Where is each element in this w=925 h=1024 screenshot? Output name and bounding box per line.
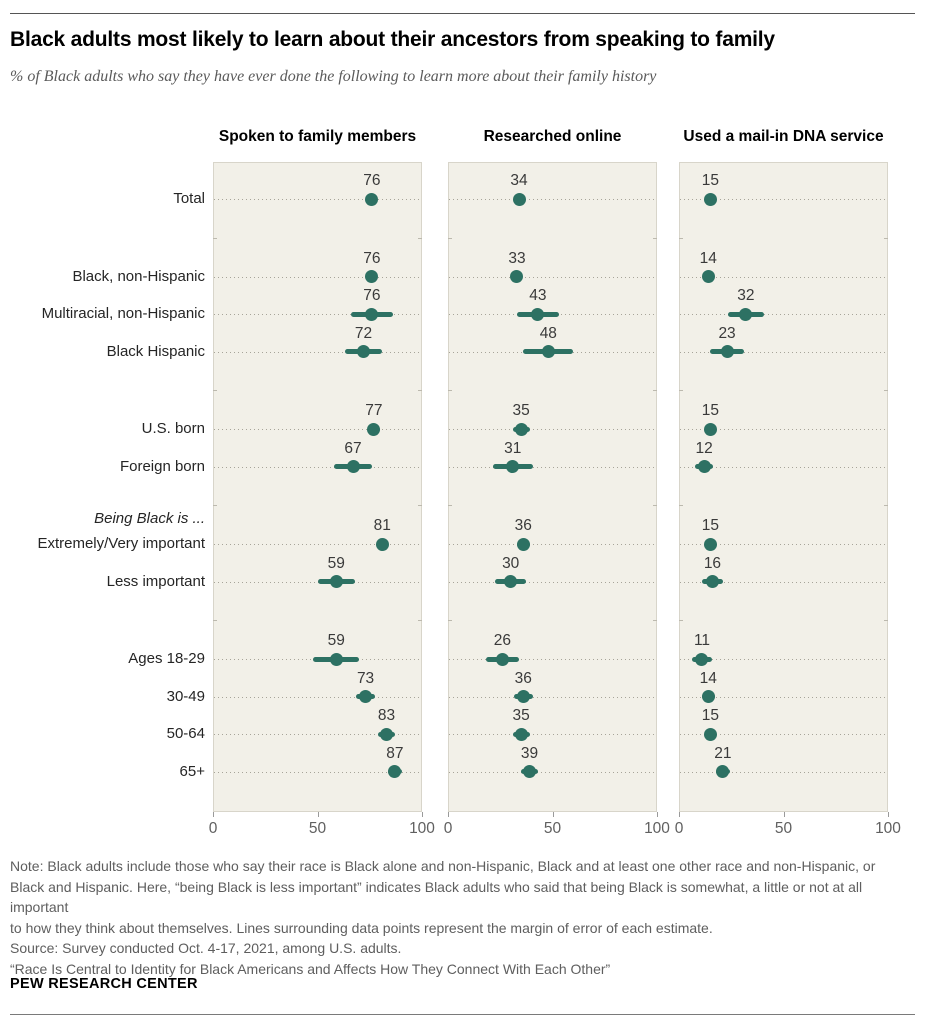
axis-tick-label: 50 [543,820,562,837]
chart-notes [10,856,875,979]
data-value-label: 16 [703,554,722,572]
data-dot [531,308,544,321]
data-value-label: 34 [510,172,528,189]
data-value-label: 35 [512,707,530,724]
data-dot [704,423,717,436]
data-value-label: 31 [504,439,522,457]
data-dot [702,690,715,703]
data-dot [695,653,708,666]
group-gap-tick [448,505,452,506]
data-value-label: 39 [520,744,539,762]
chart-title: Black adults most likely to learn about their ancestors from speaking to family [10,28,775,51]
chart-subtitle: % of Black adults who say they have ever done the following to learn more about their family history [10,68,657,85]
row-gridline [449,734,656,735]
data-dot [698,460,711,473]
data-value-label: 30 [502,554,520,572]
data-dot [513,193,526,206]
group-gap-tick [679,390,683,391]
group-gap-tick [884,505,888,506]
data-dot [365,308,378,321]
row-label: Ages 18-29 [128,650,205,667]
row-gridline [449,582,656,583]
data-dot [704,193,717,206]
data-dot [359,690,372,703]
panel-title: Used a mail-in DNA service [683,128,884,145]
data-value-label: 14 [699,669,717,687]
axis-tick-label: 100 [644,820,670,837]
axis-tick-label: 0 [674,820,684,837]
data-value-label: 32 [737,287,755,304]
row-label: Less important [106,572,205,590]
data-value-label: 12 [695,439,713,457]
data-dot [702,270,715,283]
row-gridline [214,277,421,278]
note-line: to how they think about themselves. Lines surrounding data points represent the margin of error of each estimate. [10,919,713,936]
group-gap-tick [213,620,217,621]
row-label: 30-49 [166,687,205,705]
row-gridline [449,697,656,698]
row-gridline [449,277,656,278]
group-gap-tick [418,390,422,391]
data-value-label: 21 [714,744,732,762]
data-dot [380,728,393,741]
axis-tick [422,812,423,817]
axis-tick-label: 100 [409,820,435,837]
note-line: “Race Is Central to Identity for Black Americans and Affects How They Connect With Each Other” [10,960,611,977]
row-gridline [449,772,656,773]
data-value-label: 59 [327,632,345,649]
group-gap-tick [653,390,657,391]
data-dot [517,538,530,551]
note-line: Note: Black adults include those who say their race is Black alone and non-Hispanic, Black and at least one other race and non-Hispanic, or [10,858,876,874]
bottom-divider [10,1014,915,1015]
data-value-label: 15 [701,172,719,189]
row-gridline [214,544,421,545]
group-gap-tick [679,238,683,239]
axis-tick-label: 100 [875,820,901,837]
note-line: Source: Survey conducted Oct. 4-17, 2021, among U.S. adults. [10,940,402,956]
row-label: 65+ [179,762,205,780]
row-gridline [214,352,421,353]
group-gap-tick [213,238,217,239]
data-value-label: 33 [508,249,526,267]
row-label: 50-64 [166,725,205,742]
data-value-label: 26 [493,632,511,649]
group-gap-tick [653,505,657,506]
panel-title: Researched online [483,128,622,145]
data-dot [523,765,536,778]
data-value-label: 67 [344,439,362,457]
row-label: Black, non-Hispanic [72,267,205,285]
data-dot [704,538,717,551]
note-line: important [10,899,69,915]
data-dot [330,575,343,588]
panel-title: Spoken to family members [218,128,417,145]
group-gap-tick [653,238,657,239]
row-label: Total [173,190,205,207]
row-gridline [449,467,656,468]
group-gap-tick [884,238,888,239]
axis-tick [888,812,889,817]
row-gridline [214,429,421,430]
group-gap-tick [213,390,217,391]
axis-tick-label: 0 [208,820,218,837]
data-value-label: 35 [512,402,530,419]
row-gridline [214,697,421,698]
axis-tick-label: 50 [774,820,793,837]
group-gap-tick [448,390,452,391]
data-dot [517,690,530,703]
row-gridline [449,544,656,545]
data-value-label: 48 [539,324,557,342]
axis-tick [784,812,785,817]
data-value-label: 15 [701,402,719,419]
data-value-label: 81 [373,517,391,534]
data-value-label: 15 [701,517,719,534]
data-dot [376,538,389,551]
group-gap-tick [884,620,888,621]
axis-tick-label: 50 [308,820,327,837]
data-value-label: 11 [693,632,711,649]
group-gap-tick [418,620,422,621]
data-dot [706,575,719,588]
row-label: Extremely/Very important [37,535,205,552]
data-dot [515,423,528,436]
group-header-label: Being Black is ... [94,510,205,527]
data-value-label: 72 [354,324,373,342]
row-gridline [449,429,656,430]
row-gridline [214,467,421,468]
row-label: Black Hispanic [106,342,205,360]
data-value-label: 36 [514,669,532,687]
axis-tick [657,812,658,817]
data-value-label: 83 [377,707,396,724]
axis-tick [553,812,554,817]
data-dot [357,345,370,358]
data-dot [515,728,528,741]
data-value-label: 36 [514,517,532,534]
data-value-label: 59 [327,554,345,572]
data-value-label: 43 [529,287,547,304]
data-dot [367,423,380,436]
data-dot [330,653,343,666]
row-gridline [214,199,421,200]
row-gridline [449,659,656,660]
data-value-label: 77 [365,402,383,419]
data-dot [496,653,509,666]
data-value-label: 14 [699,249,717,267]
data-value-label: 87 [386,744,404,762]
row-label: Foreign born [119,457,205,475]
data-dot [739,308,752,321]
panel-background [448,162,657,812]
group-gap-tick [679,620,683,621]
data-dot [347,460,360,473]
data-value-label: 76 [363,172,381,189]
axis-tick [448,812,449,817]
row-gridline [449,199,656,200]
data-dot [542,345,555,358]
data-dot [721,345,734,358]
data-dot [704,728,717,741]
group-gap-tick [418,238,422,239]
axis-tick [213,812,214,817]
footer-brand: PEW RESEARCH CENTER [10,976,198,992]
data-value-label: 76 [363,287,381,304]
axis-tick [679,812,680,817]
data-value-label: 73 [356,669,375,687]
group-gap-tick [418,505,422,506]
row-label: U.S. born [141,420,205,437]
note-line: Black and Hispanic. Here, “being Black is less important” indicates Black adults who said that being Black is somewhat, a little or not at all [10,878,863,895]
data-value-label: 23 [718,324,736,342]
group-gap-tick [448,620,452,621]
row-gridline [680,314,887,315]
group-gap-tick [213,505,217,506]
axis-tick-label: 0 [443,820,453,837]
row-label: Multiracial, non-Hispanic [41,305,205,322]
data-value-label: 15 [701,707,719,724]
axis-tick [318,812,319,817]
row-gridline [680,772,887,773]
data-dot [365,193,378,206]
group-gap-tick [448,238,452,239]
group-gap-tick [884,390,888,391]
group-gap-tick [679,505,683,506]
data-value-label: 76 [363,249,381,267]
group-gap-tick [653,620,657,621]
